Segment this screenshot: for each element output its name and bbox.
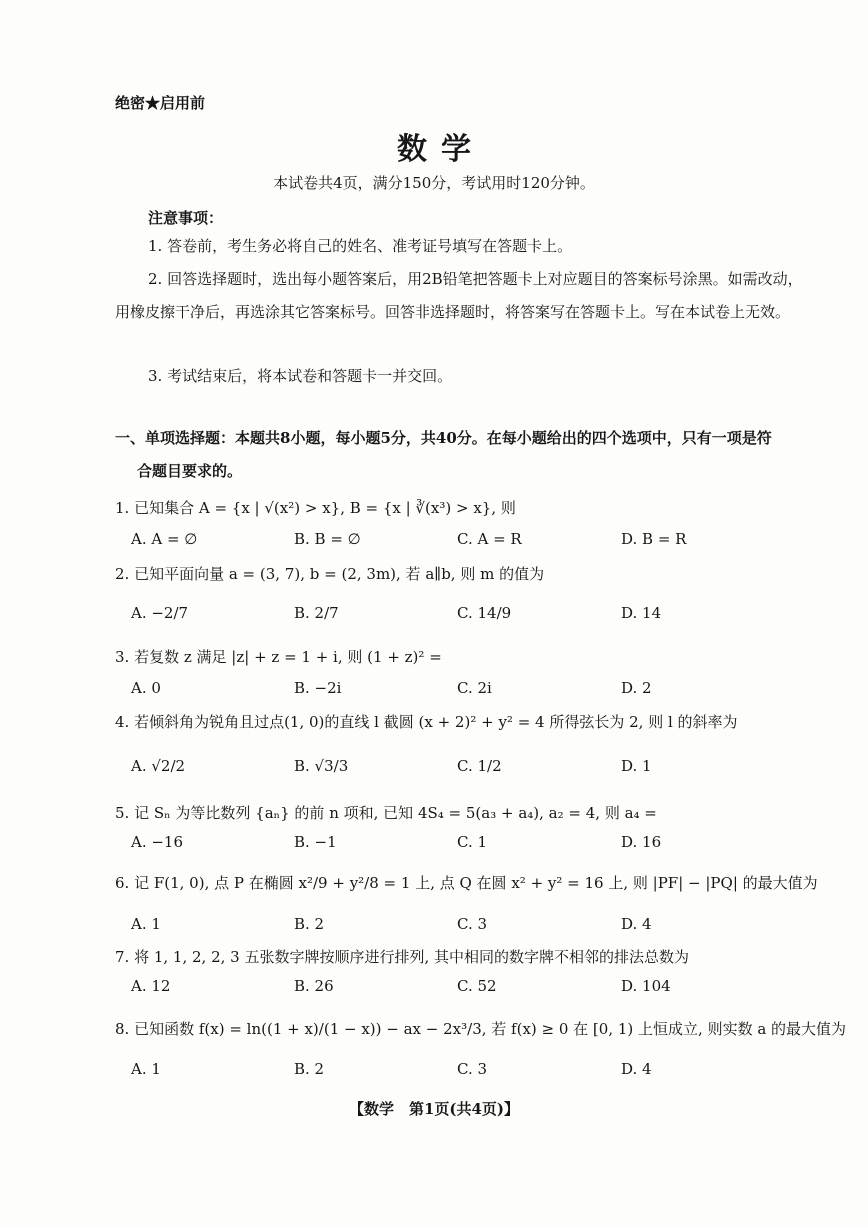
question-4-stem: 4. 若倾斜角为锐角且过点(1, 0)的直线 l 截圆 (x + 2)² + y² = 4 所得弦长为 2, 则 l 的斜率为 — [115, 713, 738, 731]
question-3-stem: 3. 若复数 z 满足 |z| + z = 1 + i, 则 (1 + z)² = — [115, 648, 442, 666]
question-3-option-d: D. 2 — [621, 679, 652, 697]
notice-item-3: 3. 考试结束后，将本试卷和答题卡一并交回。 — [148, 367, 453, 385]
question-8-stem: 8. 已知函数 f(x) = ln((1 + x)/(1 − x)) − ax − 2x³/3, 若 f(x) ≥ 0 在 [0, 1) 上恒成立, 则实数 a 的最大值为 — [115, 1020, 847, 1038]
question-7-option-c: C. 52 — [457, 977, 497, 995]
question-8-option-d: D. 4 — [621, 1060, 652, 1078]
question-7-option-a: A. 12 — [131, 977, 171, 995]
question-5-option-d: D. 16 — [621, 833, 662, 851]
question-7-option-b: B. 26 — [294, 977, 334, 995]
question-2-option-a: A. −2/7 — [131, 604, 189, 622]
question-7-stem: 7. 将 1, 1, 2, 2, 3 五张数字牌按顺序进行排列, 其中相同的数字牌不相邻的排法总数为 — [115, 948, 690, 966]
question-5-option-a: A. −16 — [131, 833, 184, 851]
question-6-stem: 6. 记 F(1, 0), 点 P 在椭圆 x²/9 + y²/8 = 1 上, 点 Q 在圆 x² + y² = 16 上, 则 |PF| − |PQ| 的最大值为 — [115, 874, 818, 892]
question-4-options — [131, 757, 811, 797]
question-3-option-b: B. −2i — [294, 679, 342, 697]
notice-item-2: 2. 回答选择题时，选出每小题答案后，用2B铅笔把答题卡上对应题目的答案标号涂黑。如需改动，用橡皮擦干净后，再选涂其它答案标号。回答非选择题时，将答案写在答题卡上。写在本试卷上无效。 — [115, 270, 803, 321]
exam-title: 数学 — [397, 132, 485, 167]
question-8-option-b: B. 2 — [294, 1060, 325, 1078]
question-8-option-a: A. 1 — [131, 1060, 161, 1078]
question-3-option-c: C. 2i — [457, 679, 492, 697]
section-heading-line1: 一、单项选择题：本题共8小题，每小题5分，共40分。在每小题给出的四个选项中，只有一项是符 — [115, 429, 772, 447]
confidential-label: 绝密★启用前 — [115, 94, 206, 112]
section-heading — [115, 422, 815, 488]
question-8-option-c: C. 3 — [457, 1060, 488, 1078]
exam-info: 本试卷共4页，满分150分，考试用时120分钟。 — [273, 174, 595, 192]
question-5-option-b: B. −1 — [294, 833, 337, 851]
question-6-option-a: A. 1 — [131, 915, 161, 933]
question-6-option-d: D. 4 — [621, 915, 652, 933]
question-5-stem: 5. 记 Sₙ 为等比数列 {aₙ} 的前 n 项和, 已知 4S₄ = 5(a₃ + a₄), a₂ = 4, 则 a₄ = — [115, 804, 657, 822]
question-2-option-d: D. 14 — [621, 604, 662, 622]
question-3-option-a: A. 0 — [131, 679, 161, 697]
question-6-option-c: C. 3 — [457, 915, 488, 933]
question-1-option-c: C. A = R — [457, 530, 522, 548]
page-footer: 【数学 第1页(共4页)】 — [348, 1100, 520, 1118]
question-2-options — [131, 604, 811, 644]
question-1-option-b: B. B = ∅ — [294, 530, 361, 548]
notice-heading: 注意事项： — [148, 209, 224, 227]
question-7-options — [131, 977, 811, 1017]
question-5-options — [131, 833, 811, 873]
question-2-stem: 2. 已知平面向量 a = (3, 7), b = (2, 3m), 若 a∥b, 则 m 的值为 — [115, 565, 545, 583]
question-4-option-a: A. √2/2 — [131, 757, 186, 775]
question-8-options — [131, 1060, 811, 1100]
question-4-option-d: D. 1 — [621, 757, 652, 775]
question-4-option-b: B. √3/3 — [294, 757, 349, 775]
question-1-option-d: D. B = R — [621, 530, 687, 548]
question-6-option-b: B. 2 — [294, 915, 325, 933]
question-2-option-c: C. 14/9 — [457, 604, 512, 622]
question-1-stem: 1. 已知集合 A = {x | √(x²) > x}, B = {x | ∛(x³) > x}, 则 — [115, 499, 516, 517]
notice-item-1: 1. 答卷前，考生务必将自己的姓名、准考证号填写在答题卡上。 — [148, 237, 573, 255]
question-4-option-c: C. 1/2 — [457, 757, 502, 775]
section-heading-line2: 合题目要求的。 — [137, 462, 243, 480]
question-5-option-c: C. 1 — [457, 833, 488, 851]
question-1-option-a: A. A = ∅ — [131, 530, 198, 548]
question-2-option-b: B. 2/7 — [294, 604, 339, 622]
question-7-option-d: D. 104 — [621, 977, 671, 995]
